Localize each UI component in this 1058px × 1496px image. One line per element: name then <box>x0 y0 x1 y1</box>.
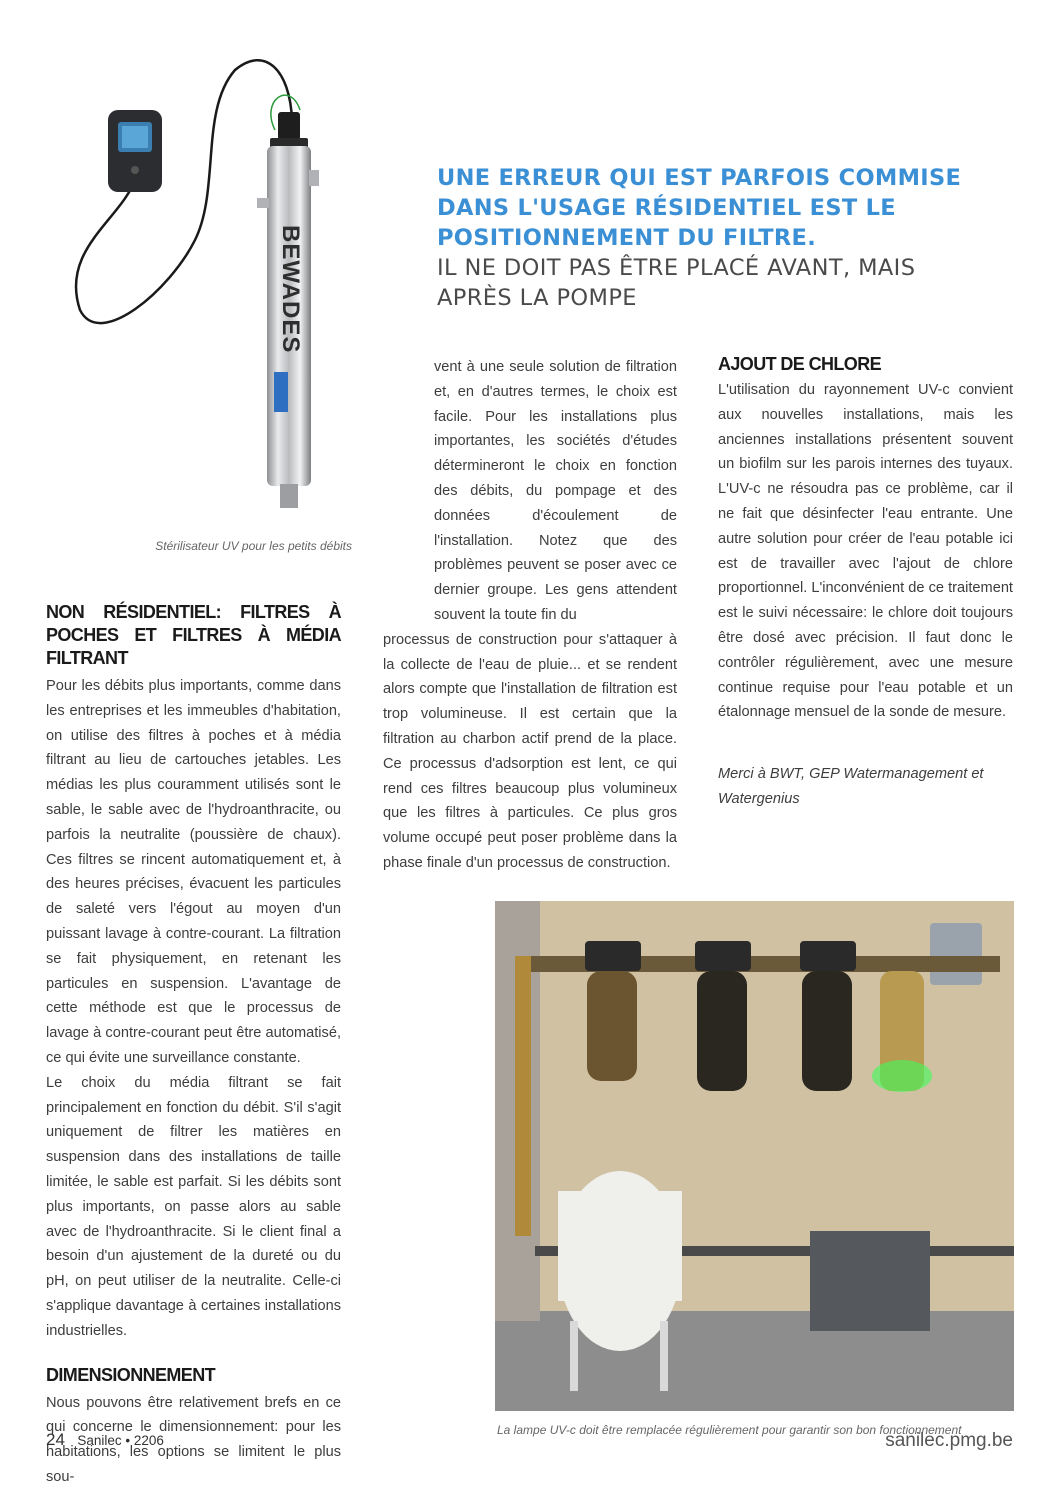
website-link[interactable]: sanilec.pmg.be <box>885 1430 1013 1451</box>
paragraph: Le choix du média filtrant se fait principalement en fonction du débit. S'il s'agit uniquement de filtrer les matières en suspension dans des installations de taille limitée, le sable est parfait. Si les débits sont plus importants, on passe alors au sable avec de l'hydroanthracite. Si le client final a besoin d'un ajustement de la dureté ou du pH, on peut utiliser de la neutralite. Celle-ci s'applique davantage à certaines installations industrielles. <box>46 1074 341 1339</box>
uv-lamp-filter-icon <box>872 971 932 1092</box>
magazine-issue: Sanilec • 2206 <box>77 1433 164 1448</box>
paragraph: Pour les débits plus importants, comme dans les entreprises et les immeubles d'habitation, on utilise des filtres à poches et à média filtrant au lieu de cartouches jetables. Les médias les plus couramment utilisés sont le sable, le sable avec de l'hydroanthracite, ou parfois la neutralite (poussière de chaux). Ces filtres se rincent automatiquement et, à des heures précises, évacuent les particules de saleté vers l'égout au moyen d'un puissant lavage à contre-courant. La filtration se fait physiquement, en retenant les particules en suspension. L'avantage de cette méthode est que le processus de lavage à contre-courant peut être automatisé, ce qui évite une surveillance constante. <box>46 678 341 1066</box>
paragraph: processus de construction pour s'attaquer à la collecte de l'eau de pluie... et se rendent alors compte que l'installation de filtration est trop volumineuse. Il est certain que la filtration au charbon actif prend de la place. Ce processus d'adsorption est lent, ce qui rend ces filtres beaucoup plus volumineux que les filtres à particules. Ce plus gros volume occupé peut poser problème dans la phase finale d'un processus de construction. <box>383 631 677 871</box>
pull-quote-lead: UNE ERREUR QUI EST PARFOIS COMMISE DANS L'USAGE RÉSIDENTIEL EST LE POSITIONNEMENT DU FILTRE. <box>437 165 962 251</box>
column-middle <box>383 355 677 876</box>
figure2-caption: La lampe UV-c doit être remplacée régulièrement pour garantir son bon fonctionnement <box>497 1423 962 1437</box>
pull-quote-sub: IL NE DOIT PAS ÊTRE PLACÉ AVANT, MAIS APRÈS LA POMPE <box>437 255 916 311</box>
section-heading-chlore: AJOUT DE CHLORE <box>718 354 882 374</box>
page-number: 24 <box>46 1430 65 1449</box>
paragraph: L'utilisation du rayonnement UV-c convient aux nouvelles installations, mais les anciennes installations présentent souvent un biofilm sur les parois internes des tuyaux. L'UV-c ne résoudra pas ce problème, car il ne fait que désinfecter l'eau entrante. Une autre solution pour créer de l'eau potable ici est de travailler avec l'ajout de chlore proportionnel. L'inconvénient de ce traitement est le suivi nécessaire: le chlore doit toujours être dosé avec précision. Il faut donc le contrôler régulièrement, avec une mesure continue requise pour l'eau potable et un étalonnage mensuel de la sonde de mesure. <box>718 382 1013 721</box>
paragraph: Nous pouvons être relativement brefs en ce qui concerne le dimensionnement: pour les habitations, les options se limitent le plus sou- <box>46 1394 341 1485</box>
uv-sterilizer-illustration <box>60 50 360 530</box>
filter-housing-3-icon <box>800 941 856 1091</box>
filter-installation-illustration <box>495 901 1014 1411</box>
column-right <box>718 353 1013 812</box>
pull-quote <box>437 163 1017 313</box>
brand-label: BEWADES <box>277 225 304 354</box>
section-heading-non-residential: NON RÉSIDENTIEL: FILTRES À POCHES ET FILTRES À MÉDIA FILTRANT <box>46 602 341 668</box>
filter-housing-2-icon <box>695 941 751 1091</box>
acknowledgement: Merci à BWT, GEP Watermanagement et Watergenius <box>718 766 984 807</box>
column-left <box>46 601 341 1490</box>
figure1-caption: Stérilisateur UV pour les petits débits <box>155 539 352 553</box>
section-heading-dimensionnement: DIMENSIONNEMENT <box>46 1364 216 1385</box>
paragraph: vent à une seule solution de filtration et, en d'autres termes, le choix est facile. Pour les installations plus importantes, les sociétés d'études détermineront le choix en fonction des débits, du pompage et des données d'écoulement de l'installation. Notez que des problèmes peuvent se poser avec ce dernier groupe. Les gens attendent souvent la toute fin du <box>434 359 677 623</box>
filter-installation-photo <box>495 901 1014 1411</box>
filter-housing-1-icon <box>585 941 641 1081</box>
uv-sterilizer-image <box>60 50 360 530</box>
footer-left <box>46 1430 164 1450</box>
